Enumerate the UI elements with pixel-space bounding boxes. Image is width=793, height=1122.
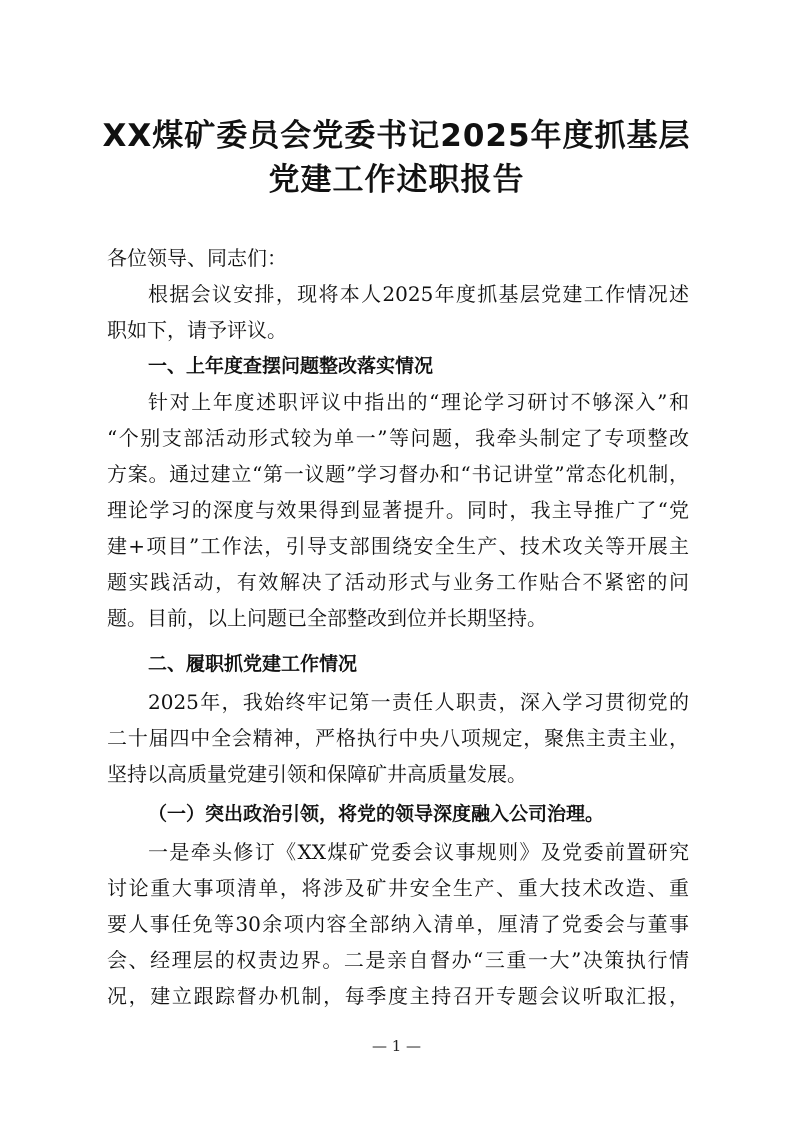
- subsection-line: 一是牵头修订《XX煤矿党委会议事规则》及党委前置研究: [148, 840, 689, 864]
- section-2-line: 坚持以高质量党建引领和保障矿井高质量发展。: [107, 762, 527, 786]
- intro-line: 职如下，请予评议。: [107, 318, 287, 342]
- section-1-line: 建+项目”工作法，引导支部围绕安全生产、技术攻关等开展主: [107, 534, 689, 558]
- subsection-line: 况，建立跟踪督办机制，每季度主持召开专题会议听取汇报，: [107, 984, 689, 1008]
- subsection-line: 要人事任免等30余项内容全部纳入清单，厘清了党委会与董事: [107, 912, 689, 936]
- page-number: — 1 —: [371, 1037, 422, 1055]
- section-1-line: 方案。通过建立“第一议题”学习督办和“书记讲堂”常态化机制，: [107, 462, 689, 486]
- subsection-line: 讨论重大事项清单，将涉及矿井安全生产、重大技术改造、重: [107, 876, 689, 900]
- section-2-line: 二十届四中全会精神，严格执行中央八项规定，聚焦主责主业，: [107, 726, 689, 750]
- section-1-line: 理论学习的深度与效果得到显著提升。同时，我主导推广了“党: [107, 498, 689, 522]
- section-1-line: 题。目前，以上问题已全部整改到位并长期坚持。: [107, 606, 547, 630]
- section-1-line: 针对上年度述职评议中指出的“理论学习研讨不够深入”和: [148, 390, 689, 414]
- section-1-line: “个别支部活动形式较为单一”等问题，我牵头制定了专项整改: [107, 426, 689, 450]
- section-2-line: 2025年，我始终牢记第一责任人职责，深入学习贯彻党的: [148, 690, 689, 714]
- section-2-heading: 二、履职抓党建工作情况: [148, 653, 358, 675]
- subsection-line: 会、经理层的权责边界。二是亲自督办“三重一大”决策执行情: [107, 948, 689, 972]
- section-1-heading: 一、上年度查摆问题整改落实情况: [148, 355, 434, 377]
- document-title-line-2: 党建工作述职报告: [268, 162, 525, 198]
- section-2-subheading: （一）突出政治引领，将党的领导深度融入公司治理。: [148, 803, 605, 825]
- salutation: 各位领导、同志们：: [107, 246, 287, 270]
- document-title-line-1: XX煤矿委员会党委书记2025年度抓基层: [102, 118, 691, 154]
- section-1-line: 题实践活动，有效解决了活动形式与业务工作贴合不紧密的问: [107, 570, 689, 594]
- intro-line: 根据会议安排，现将本人2025年度抓基层党建工作情况述: [148, 282, 689, 306]
